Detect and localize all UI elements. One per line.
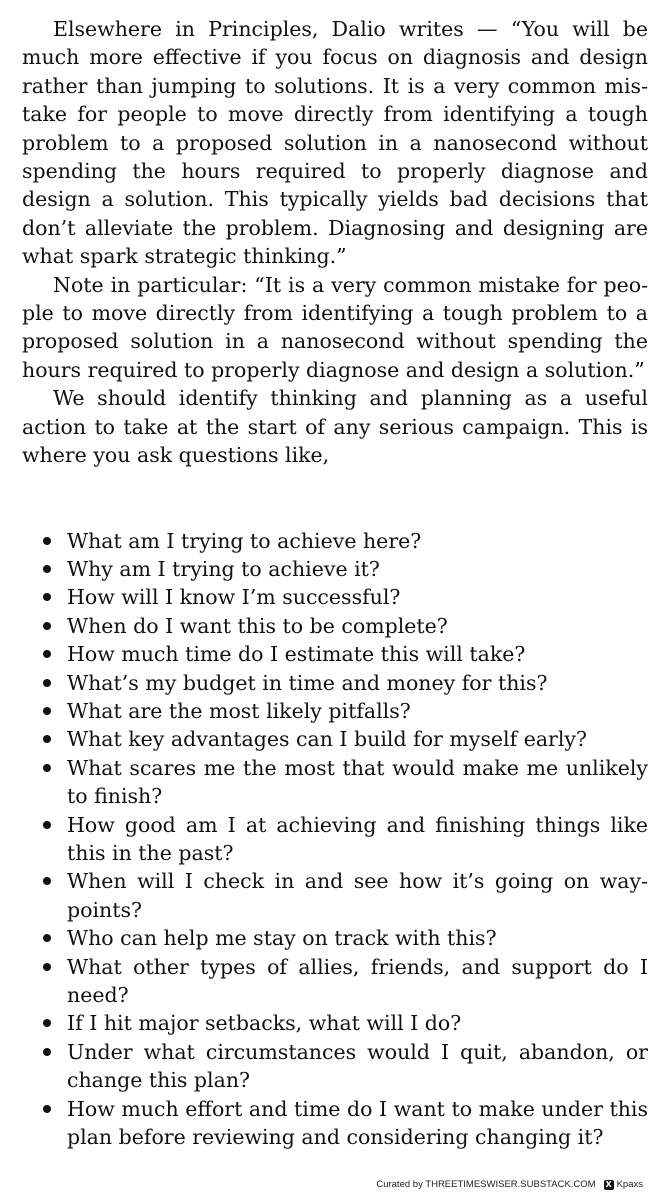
list-item-text: What’s my budget in time and money for this? (67, 670, 548, 695)
list-item (22, 1038, 648, 1095)
author-handle-text: Kpaxs (616, 1179, 643, 1190)
list-item (22, 867, 648, 924)
list-item-text: How much effort and time do I want to make under this plan before reviewing and considering changing it? (67, 1096, 648, 1150)
list-item-text: When will I check in and see how it’s going on waypoints? (67, 869, 648, 922)
list-item (22, 555, 648, 583)
list-item (22, 612, 648, 640)
bullet-icon (43, 963, 51, 971)
bullet-icon (43, 707, 51, 715)
questions-list (22, 527, 648, 1152)
list-item (22, 1009, 648, 1037)
list-item (22, 583, 648, 611)
x-logo-icon: X (605, 1179, 612, 1189)
bullet-icon (43, 593, 51, 601)
paragraph-dalio-quote: Elsewhere in Principles, Dalio writes — “You will be much more effective if you focus on diagnosis and design rather than jumping to solutions. It is a very common mistake for people to move directly from identifying a tough problem to a proposed solution in a nanosecond without spending the hours required to properly diagnose and design a solution. This typically yields bad decisions that don’t alleviate the problem. Diagnosing and designing are what spark strategic thinking.” (22, 17, 648, 269)
bullet-icon (43, 537, 51, 545)
list-item (22, 924, 648, 952)
list-item-text: What are the most likely pitfalls? (67, 698, 411, 723)
list-item-text: Why am I trying to achieve it? (67, 556, 380, 581)
author-handle[interactable] (604, 1179, 643, 1190)
bullet-icon (43, 1048, 51, 1056)
list-item (22, 669, 648, 697)
list-item (22, 1095, 648, 1152)
list-item (22, 725, 648, 753)
bullet-icon (43, 735, 51, 743)
list-item-text: What am I trying to achieve here? (67, 528, 422, 553)
bullet-icon (43, 622, 51, 630)
list-item-text: What other types of allies, friends, and support do I need? (67, 954, 648, 1007)
bullet-icon (43, 764, 51, 772)
list-item (22, 640, 648, 668)
paragraph-planning: We should identify thinking and planning as a useful action to take at the start of any serious campaign. This is where you ask questions like, (22, 386, 648, 468)
bullet-icon (43, 1019, 51, 1027)
bullet-icon (43, 1105, 51, 1113)
list-item (22, 953, 648, 1010)
list-item-text: How much time do I estimate this will take? (67, 642, 526, 667)
list-item (22, 697, 648, 725)
paragraph-note: Note in particular: “It is a very common mistake for people to move directly from identifying a tough problem to a proposed solution in a nanosecond without spending the hours required to properly diagnose and design a solution.” (22, 272, 648, 382)
bullet-icon (43, 565, 51, 573)
list-item-text: How will I know I’m successful? (67, 585, 401, 610)
list-item (22, 754, 648, 811)
list-item-text: Under what circumstances would I quit, abandon, or change this plan? (67, 1039, 648, 1093)
bullet-icon (43, 679, 51, 687)
list-item (22, 527, 648, 555)
list-item-text: What scares me the most that would make me unlikely to finish? (67, 755, 648, 809)
footer-credit (376, 1179, 643, 1190)
bullet-icon (43, 877, 51, 885)
list-item-text: If I hit major setbacks, what will I do? (67, 1011, 462, 1036)
bullet-icon (43, 934, 51, 942)
list-item-text: How good am I at achieving and finishing things like this in the past? (67, 812, 648, 865)
list-item-text: Who can help me stay on track with this? (67, 926, 497, 951)
list-item (22, 811, 648, 868)
bullet-icon (43, 821, 51, 829)
curated-by-text: Curated by THREETIMESWISER.SUBSTACK.COM (376, 1179, 596, 1190)
list-item-text: What key advantages can I build for myself early? (67, 727, 587, 752)
document-page (22, 15, 648, 1151)
bullet-icon (43, 650, 51, 658)
list-item-text: When do I want this to be complete? (67, 613, 448, 638)
